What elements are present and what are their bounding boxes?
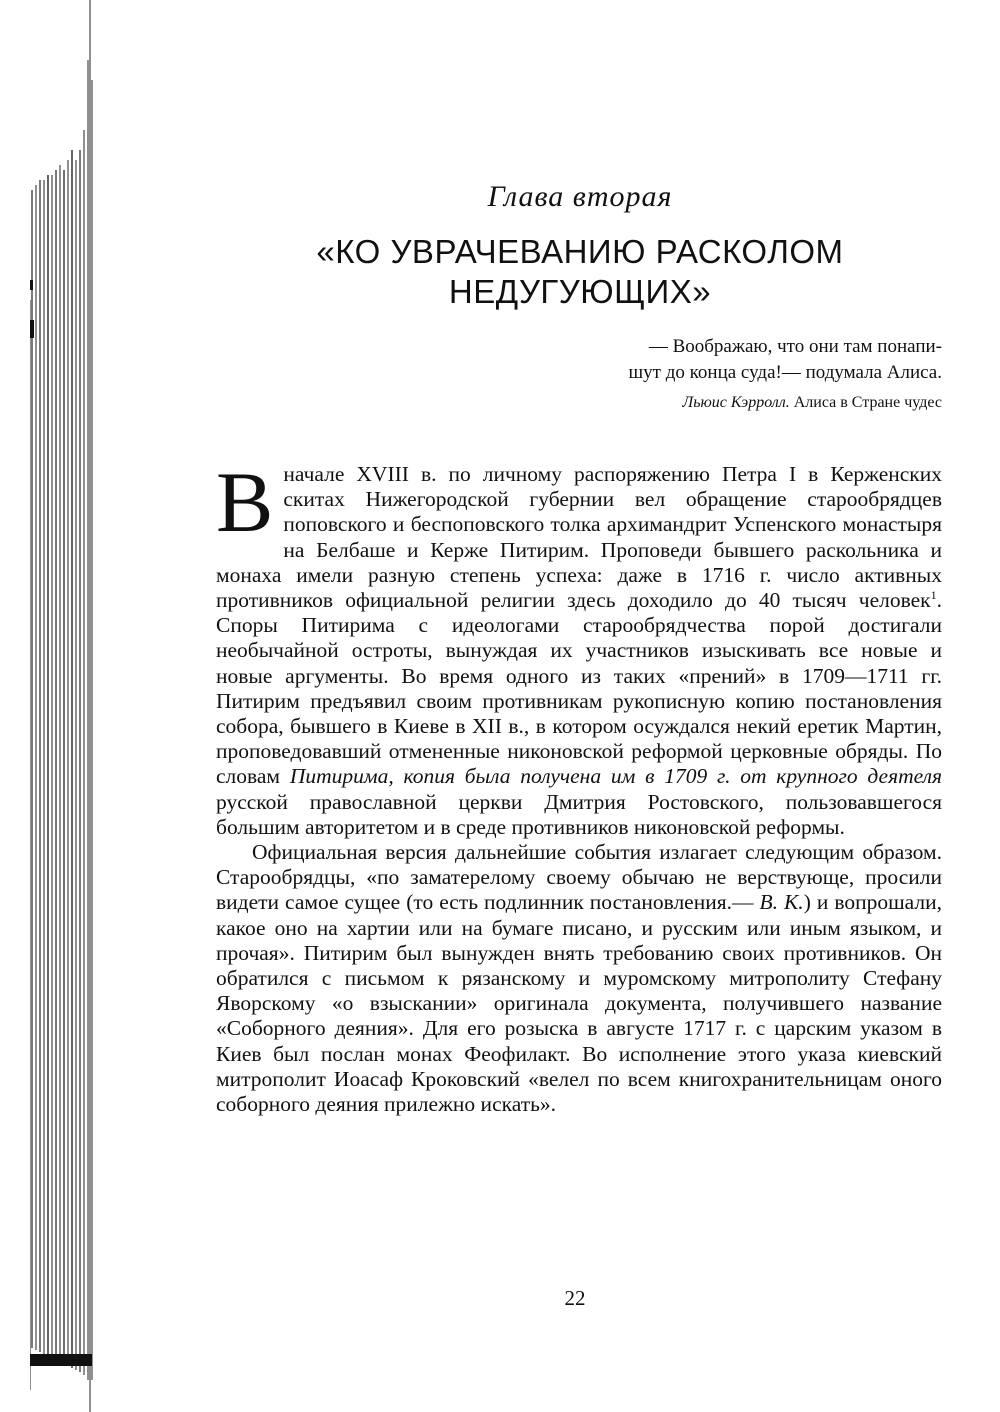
chapter-title-line1: «КО УВРАЧЕВАНИЮ РАСКОЛОМ [316,233,844,270]
epigraph-source [512,394,942,412]
page-number: 22 [564,1286,586,1310]
epigraph-line1: — Воображаю, что они там понапи- [648,336,942,357]
paragraph-2-text-b: ) и вопрошали, какое оно на хартии или на бумаге писано, и русским или иным языком, и прочая». Питирим был вынужден внять требованию своих противников. Он обратился с письмом к рязанскому и муромскому митрополиту Стефану Яворскому «о взыскании» оригинала документа, получившего название «Соборного деяния». Для его розыска в августе 1717 г. с царским указом в Киев был послан монах Феофилакт. Во исполнение этого указа киевский митрополит Иоасаф Кроковский «велел по всем книгохранительницам оного соборного деяния прилежно искать». [216,890,943,1117]
paragraph-2 [216,840,942,1117]
body-text [216,454,943,1117]
epigraph-line2: шут до конца суда!— подумала Алиса. [628,362,942,383]
epigraph-author: Льюис Кэрролл. [682,394,790,411]
author-initials: В. К. [759,890,804,915]
chapter-title [260,232,900,312]
paragraph-1-text-a: начале XVIII в. по личному распоряжению Петра I в Керженских скитах Нижегородской губернии вел обращение старообрядцев поповского и беспоповского толка архимандрит Успенского монастыря на Белбаше и Керже Питирим. Проповеди бывшего раскольника и монаха имели разную степень успеха: даже в 1716 г. число активных противников официальной религии здесь доходило до 40 тысяч человек [216,462,942,613]
epigraph [512,334,942,386]
chapter-label: Глава вторая [487,180,673,213]
paragraph-2-text-a: Официальная версия дальнейшие события излагает следующим образом. Старообрядцы, «по заматерелому своему обычаю не верствующе, просили видети самое сущее (то есть подлинник постановления.— [216,840,942,915]
drop-cap: В [216,454,274,550]
epigraph-work: Алиса в Стране чудес [793,394,942,411]
paragraph-1-italic: Питирима, копия была получена им в 1709 г. от крупного деятеля [289,764,942,789]
footnote-mark: 1 [930,587,937,602]
paragraph-1-text-b: . Споры Питирима с идеологами старообрядчества порой достигали необычайной остроты, вынуждая их участников изыскивать все новые и новые аргументы. Во время одного из таких «прений» в 1709—1711 гг. Питирим предъявил своим противникам рукописную копию постановления собора, бывшего в Киеве в XII в., в котором осуждался некий еретик Мартин, проповедовавший отмененные никоновской реформой церковные обряды. По словам [216,588,942,789]
chapter-title-line2: НЕДУГУЮЩИХ» [448,273,712,310]
paragraph-1-text-c: русской православной церкви Дмитрия Ростовского, пользовавшегося большим авторитетом и в среде противников никоновской реформы. [216,789,942,839]
paragraph-1 [216,454,942,840]
